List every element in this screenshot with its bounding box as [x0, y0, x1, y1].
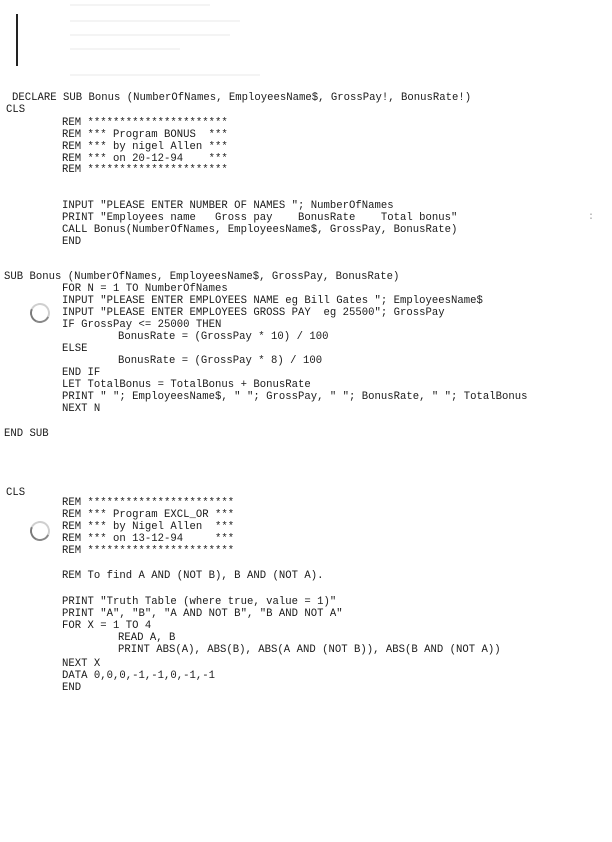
code-line-next: NEXT N: [62, 403, 101, 415]
code-line-end: END: [62, 236, 82, 248]
show-through: [70, 4, 210, 6]
code-line-rem: REM *** Program BONUS ***: [62, 129, 228, 141]
text-cursor: [16, 14, 18, 66]
code-line-print: PRINT " "; EmployeesName$, " "; GrossPay, " "; BonusRate, " "; TotalBonus: [62, 391, 528, 403]
code-line-rem: REM **********************: [62, 164, 228, 176]
code-line-input: INPUT "PLEASE ENTER EMPLOYEES NAME eg Bill Gates "; EmployeesName$: [62, 295, 483, 307]
code-line-cls: CLS: [6, 487, 26, 499]
code-line-print: PRINT "A", "B", "A AND NOT B", "B AND NOT A": [62, 608, 343, 620]
code-line-rem: REM *** by nigel Allen ***: [62, 141, 228, 153]
code-line-assign: BonusRate = (GrossPay * 10) / 100: [118, 331, 329, 343]
code-line-rem: REM ***********************: [62, 497, 235, 509]
code-line-rem: REM To find A AND (NOT B), B AND (NOT A).: [62, 570, 324, 582]
code-line-for: FOR N = 1 TO NumberOfNames: [62, 283, 228, 295]
code-line-else: ELSE: [62, 343, 88, 355]
punch-hole: [27, 300, 53, 326]
code-line-endif: END IF: [62, 367, 101, 379]
code-line-read: READ A, B: [118, 632, 176, 644]
show-through: [70, 74, 260, 76]
code-line-endsub: END SUB: [4, 428, 49, 440]
show-through: [70, 20, 240, 22]
code-line-print: PRINT ABS(A), ABS(B), ABS(A AND (NOT B)), ABS(B AND (NOT A)): [118, 644, 501, 656]
code-line-let: LET TotalBonus = TotalBonus + BonusRate: [62, 379, 311, 391]
code-line-input: INPUT "PLEASE ENTER NUMBER OF NAMES "; NumberOfNames: [62, 200, 394, 212]
code-line-print: PRINT "Employees name Gross pay BonusRate Total bonus": [62, 212, 458, 224]
code-line-call: CALL Bonus(NumberOfNames, EmployeesName$, GrossPay, BonusRate): [62, 224, 458, 236]
code-line-rem: REM **********************: [62, 117, 228, 129]
show-through: [70, 34, 230, 36]
code-line-assign: BonusRate = (GrossPay * 8) / 100: [118, 355, 323, 367]
code-line-rem: REM *** on 20-12-94 ***: [62, 153, 228, 165]
show-through: [70, 48, 180, 50]
code-line-if: IF GrossPay <= 25000 THEN: [62, 319, 222, 331]
code-line-cls: CLS: [6, 104, 26, 116]
code-line-sub: SUB Bonus (NumberOfNames, EmployeesName$, GrossPay, BonusRate): [4, 271, 400, 283]
punch-hole: [27, 518, 53, 544]
code-line-rem: REM *** Program EXCL_OR ***: [62, 509, 235, 521]
margin-mark: :: [588, 212, 595, 223]
code-line-next: NEXT X: [62, 658, 101, 670]
code-line-data: DATA 0,0,0,-1,-1,0,-1,-1: [62, 670, 216, 682]
code-line-for: FOR X = 1 TO 4: [62, 620, 152, 632]
code-line-rem: REM *** on 13-12-94 ***: [62, 533, 235, 545]
code-line-rem: REM ***********************: [62, 545, 235, 557]
code-line-print: PRINT "Truth Table (where true, value = 1)": [62, 596, 337, 608]
code-line-end: END: [62, 682, 82, 694]
code-line-declare: DECLARE SUB Bonus (NumberOfNames, EmployeesName$, GrossPay!, BonusRate!): [12, 92, 472, 104]
code-line-rem: REM *** by Nigel Allen ***: [62, 521, 235, 533]
code-line-input: INPUT "PLEASE ENTER EMPLOYEES GROSS PAY eg 25500"; GrossPay: [62, 307, 445, 319]
